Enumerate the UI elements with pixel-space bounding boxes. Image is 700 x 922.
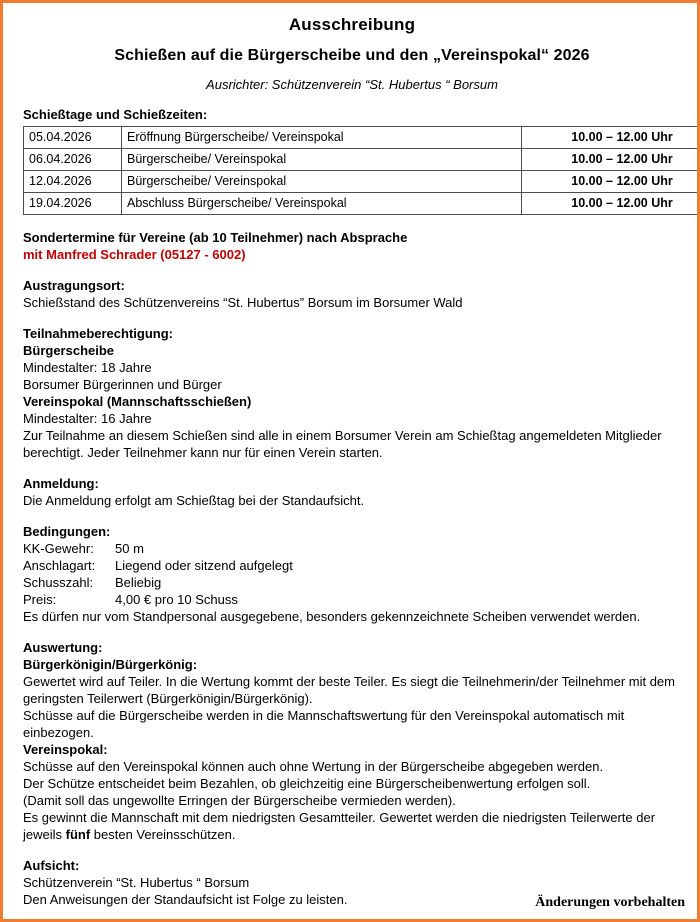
schedule-event: Bürgerscheibe/ Vereinspokal [122, 149, 522, 171]
spec-row [23, 574, 687, 591]
schedule-event: Bürgerscheibe/ Vereinspokal [122, 171, 522, 193]
supervision-line1: Schützenverein “St. Hubertus “ Borsum [23, 875, 250, 890]
spec-value: 50 m [115, 541, 144, 556]
spec-value: 4,00 € pro 10 Schuss [115, 592, 238, 607]
host-line: Ausrichter: Schützenverein “St. Hubertus “ Borsum [206, 77, 498, 92]
page-title: Ausschreibung [288, 15, 416, 34]
evaluation-pokal-count: fünf [65, 827, 91, 842]
venue-text: Schießstand des Schützenvereins “St. Hubertus” Borsum im Borsumer Wald [23, 295, 463, 310]
table-row [24, 171, 700, 193]
table-row [24, 127, 700, 149]
schedule-event: Abschluss Bürgerscheibe/ Vereinspokal [122, 193, 522, 215]
registration-block [23, 475, 687, 509]
evaluation-block [23, 639, 687, 843]
evaluation-pokal-line4-b: besten Vereinsschützen. [90, 827, 236, 842]
schedule-table [23, 126, 700, 215]
schedule-event: Eröffnung Bürgerscheibe/ Vereinspokal [122, 127, 522, 149]
spec-key: Anschlagart: [23, 558, 96, 573]
supervision-line2: Den Anweisungen der Standaufsicht ist Folge zu leisten. [23, 892, 348, 907]
evaluation-king-para1: Gewertet wird auf Teiler. In die Wertung kommt der beste Teiler. Es siegt die Teilnehmerin/der Teilnehmer mit dem geringsten Teilerwert (Bürgerkönigin/Bürgerkönig). [23, 674, 675, 706]
special-dates-line1: Sondertermine für Vereine (ab 10 Teilnehmer) nach Absprache [23, 230, 408, 245]
registration-text: Die Anmeldung erfolgt am Schießtag bei der Standaufsicht. [23, 493, 365, 508]
evaluation-pokal-line1: Schüsse auf den Vereinspokal können auch ohne Wertung in der Bürgerscheibe abgegeben werden. [23, 759, 604, 774]
venue-block [23, 277, 687, 311]
conditions-block [23, 523, 687, 625]
evaluation-pokal-line2: Der Schütze entscheidet beim Bezahlen, ob gleichzeitig eine Bürgerscheibenwertung erfolgen soll. [23, 776, 591, 791]
registration-heading: Anmeldung: [23, 476, 99, 491]
schedule-time: 10.00 – 12.00 Uhr [522, 171, 700, 193]
evaluation-pokal-line4-a: Es gewinnt die Mannschaft mit dem niedrigsten Gesamtteiler. Gewertet werden die niedrigsten Teilerwerte der jeweils [23, 810, 656, 842]
venue-heading: Austragungsort: [23, 278, 125, 293]
spec-row [23, 591, 687, 608]
special-dates-block [23, 229, 687, 263]
eligibility-buergerscheibe-note: Borsumer Bürgerinnen und Bürger [23, 377, 222, 392]
schedule-time: 10.00 – 12.00 Uhr [522, 149, 700, 171]
table-row [24, 149, 700, 171]
spec-row [23, 557, 687, 574]
evaluation-king-heading: Bürgerkönigin/Bürgerkönig: [23, 657, 198, 672]
schedule-date: 05.04.2026 [24, 127, 122, 149]
conditions-heading: Bedingungen: [23, 524, 111, 539]
spec-row [23, 540, 687, 557]
eligibility-paragraph: Zur Teilnahme an diesem Schießen sind alle in einem Borsumer Verein am Schießtag angemeldeten Mitglieder berechtigt. Jeder Teilnehmer kann nur für einen Verein starten. [23, 428, 662, 460]
spec-key: KK-Gewehr: [23, 541, 94, 556]
page-subtitle: Schießen auf die Bürgerscheibe und den „Vereinspokal“ 2026 [114, 47, 590, 64]
document-body [3, 3, 697, 919]
schedule-heading: Schießtage und Schießzeiten: [23, 107, 208, 122]
spec-key: Preis: [23, 592, 57, 607]
schedule-time: 10.00 – 12.00 Uhr [522, 127, 700, 149]
schedule-date: 06.04.2026 [24, 149, 122, 171]
schedule-time: 10.00 – 12.00 Uhr [522, 193, 700, 215]
footer-note: Änderungen vorbehalten [535, 895, 685, 910]
eligibility-buergerscheibe-label: Bürgerscheibe [23, 343, 115, 358]
table-row [24, 193, 700, 215]
eligibility-heading: Teilnahmeberechtigung: [23, 326, 173, 341]
schedule-date: 12.04.2026 [24, 171, 122, 193]
eligibility-buergerscheibe-age: Mindestalter: 18 Jahre [23, 360, 152, 375]
spec-key: Schusszahl: [23, 575, 94, 590]
evaluation-pokal-line3: (Damit soll das ungewollte Erringen der Bürgerscheibe vermieden werden). [23, 793, 456, 808]
evaluation-pokal-heading: Vereinspokal: [23, 742, 108, 757]
evaluation-pokal-line4 [23, 809, 681, 843]
schedule-date: 19.04.2026 [24, 193, 122, 215]
evaluation-heading: Auswertung: [23, 640, 103, 655]
evaluation-king-para2: Schüsse auf die Bürgerscheibe werden in die Mannschaftswertung für den Vereinspokal automatisch mit einbezogen. [23, 708, 625, 740]
spec-value: Beliebig [115, 575, 162, 590]
conditions-note: Es dürfen nur vom Standpersonal ausgegebene, besonders gekennzeichnete Scheiben verwendet werden. [23, 609, 641, 624]
eligibility-block [23, 325, 687, 461]
special-dates-contact: mit Manfred Schrader (05127 - 6002) [23, 247, 246, 262]
eligibility-vereinspokal-age: Mindestalter: 16 Jahre [23, 411, 152, 426]
supervision-heading: Aufsicht: [23, 858, 80, 873]
spec-value: Liegend oder sitzend aufgelegt [115, 558, 293, 573]
eligibility-vereinspokal-label: Vereinspokal (Mannschaftsschießen) [23, 394, 252, 409]
